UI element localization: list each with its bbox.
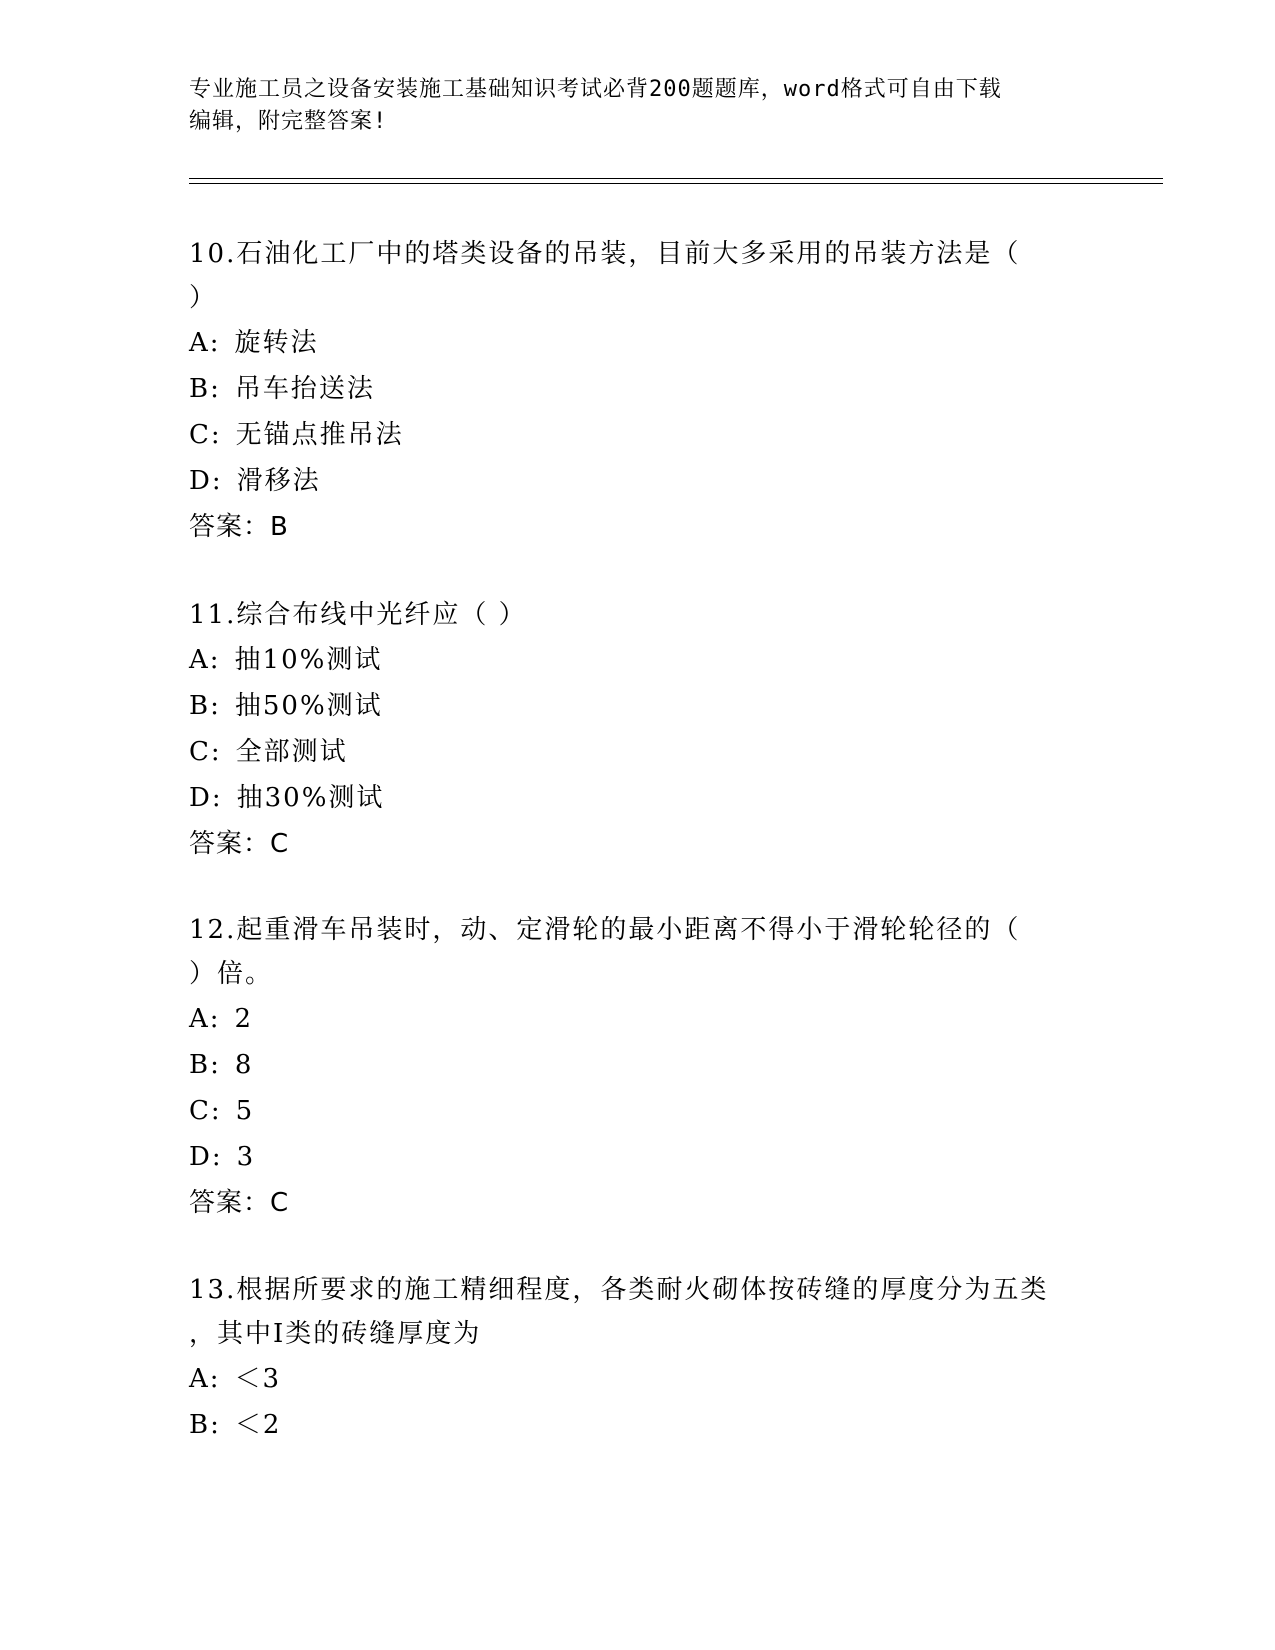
option-b	[189, 683, 1089, 729]
question-stem-line-1: 12.起重滑车吊装时，动、定滑轮的最小距离不得小于滑轮轮径的（	[189, 915, 1021, 945]
question-13	[189, 1268, 1089, 1448]
option-text: 8	[234, 1050, 254, 1080]
option-letter: D:	[189, 783, 223, 813]
option-letter: A:	[189, 1364, 221, 1394]
option-letter: B:	[189, 1050, 221, 1080]
option-a	[189, 996, 1089, 1042]
question-10	[189, 232, 1089, 550]
option-text: 旋转法	[234, 328, 319, 358]
option-text: 5	[235, 1096, 255, 1126]
option-c	[189, 1088, 1089, 1134]
answer-line: 答案：C	[189, 1188, 290, 1218]
answer-line: 答案：C	[189, 829, 290, 859]
option-a	[189, 1356, 1089, 1402]
option-letter: B:	[189, 691, 221, 721]
question-stem-line-1: 13.根据所要求的施工精细程度，各类耐火砌体按砖缝的厚度分为五类	[189, 1275, 1049, 1305]
option-letter: A:	[189, 1004, 221, 1034]
option-d	[189, 458, 1089, 504]
option-text: 抽10%测试	[234, 645, 383, 675]
question-stem-line-2: ）	[189, 283, 218, 313]
question-stem-line-1: 10.石油化工厂中的塔类设备的吊装，目前大多采用的吊装方法是（	[189, 239, 1021, 269]
option-text: 全部测试	[235, 737, 348, 767]
answer-line: 答案：B	[189, 512, 289, 542]
option-text: 吊车抬送法	[234, 374, 375, 404]
option-text: ＜2	[234, 1410, 282, 1440]
option-d	[189, 775, 1089, 821]
option-text: 2	[234, 1004, 254, 1034]
question-stem-line-2: ）倍。	[189, 959, 274, 989]
option-a	[189, 637, 1089, 683]
option-letter: B:	[189, 374, 221, 404]
option-letter: D:	[189, 1142, 223, 1172]
option-letter: A:	[189, 645, 221, 675]
option-text: 无锚点推吊法	[235, 420, 404, 450]
header-divider-top	[189, 178, 1163, 179]
option-text: 抽30%测试	[236, 783, 385, 813]
option-b	[189, 1402, 1089, 1448]
option-a	[189, 320, 1089, 366]
option-letter: C:	[189, 1096, 222, 1126]
option-letter: A:	[189, 328, 221, 358]
option-text: 抽50%测试	[234, 691, 383, 721]
option-text: 滑移法	[236, 466, 321, 496]
option-letter: C:	[189, 737, 222, 767]
question-stem-line-2: ，其中Ⅰ类的砖缝厚度为	[189, 1319, 482, 1349]
option-letter: C:	[189, 420, 222, 450]
option-c	[189, 729, 1089, 775]
document-header	[189, 74, 1089, 138]
question-stem-line-1: 11.综合布线中光纤应（ ）	[189, 600, 527, 630]
question-11	[189, 593, 1089, 867]
header-title-line-2: 编辑，附完整答案!	[189, 109, 388, 134]
option-text: 3	[236, 1142, 256, 1172]
header-title-line-1: 专业施工员之设备安装施工基础知识考试必背200题题库，word格式可自由下载	[189, 77, 1002, 102]
option-b	[189, 366, 1089, 412]
option-text: ＜3	[234, 1364, 282, 1394]
option-letter: D:	[189, 466, 223, 496]
option-letter: B:	[189, 1410, 221, 1440]
option-b	[189, 1042, 1089, 1088]
header-divider-bottom	[189, 183, 1163, 184]
option-c	[189, 412, 1089, 458]
option-d	[189, 1134, 1089, 1180]
question-12	[189, 908, 1089, 1226]
